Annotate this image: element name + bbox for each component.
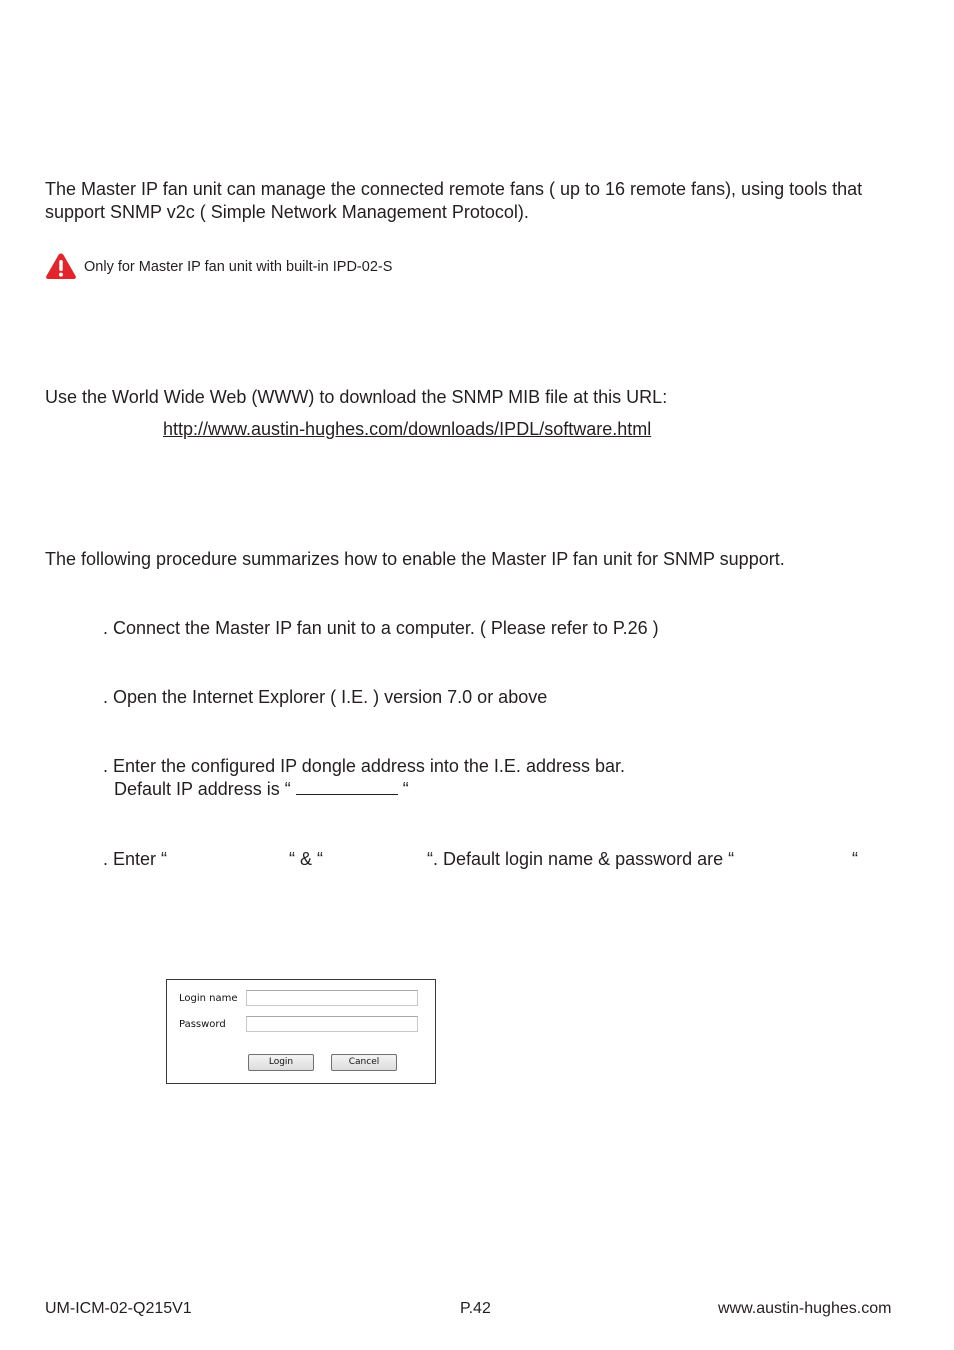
step-4-part-b: “ & “ bbox=[289, 849, 323, 869]
mib-download-link[interactable]: http://www.austin-hughes.com/downloads/IPDL/software.html bbox=[163, 419, 652, 439]
step-1: . Connect the Master IP fan unit to a computer. ( Please refer to P.26 ) bbox=[103, 618, 659, 638]
step-3-line-2 bbox=[114, 778, 409, 801]
step-3-line-1: . Enter the configured IP dongle address into the I.E. address bar. bbox=[103, 756, 625, 776]
login-button[interactable]: Login bbox=[248, 1054, 314, 1071]
footer-doc-id: UM-ICM-02-Q215V1 bbox=[45, 1300, 192, 1317]
download-instruction: Use the World Wide Web (WWW) to download the SNMP MIB file at this URL: bbox=[45, 387, 668, 407]
default-ip-suffix: “ bbox=[402, 779, 409, 799]
step-4-part-d: “ bbox=[852, 849, 858, 869]
step-4-part-c: “. Default login name & password are “ bbox=[427, 849, 735, 869]
step-4-part-a: . Enter “ bbox=[103, 849, 168, 869]
cancel-button[interactable]: Cancel bbox=[331, 1054, 397, 1071]
footer-page-number: P.42 bbox=[460, 1300, 491, 1317]
default-ip-blank bbox=[296, 780, 398, 795]
warning-text: Only for Master IP fan unit with built-in IPD-02-S bbox=[84, 259, 393, 275]
login-name-field[interactable] bbox=[246, 990, 418, 1006]
intro-line-1: The Master IP fan unit can manage the connected remote fans ( up to 16 remote fans), using tools that bbox=[45, 179, 863, 199]
login-name-label: Login name bbox=[179, 993, 238, 1004]
footer-website: www.austin-hughes.com bbox=[718, 1300, 892, 1317]
login-dialog bbox=[166, 979, 436, 1084]
password-label: Password bbox=[179, 1019, 226, 1030]
procedure-intro: The following procedure summarizes how to enable the Master IP fan unit for SNMP support. bbox=[45, 549, 785, 569]
default-ip-prefix: Default IP address is “ bbox=[114, 779, 291, 799]
intro-line-2: support SNMP v2c ( Simple Network Management Protocol). bbox=[45, 202, 529, 222]
password-field[interactable] bbox=[246, 1016, 418, 1032]
warning-icon bbox=[45, 252, 77, 280]
step-2: . Open the Internet Explorer ( I.E. ) version 7.0 or above bbox=[103, 687, 548, 707]
